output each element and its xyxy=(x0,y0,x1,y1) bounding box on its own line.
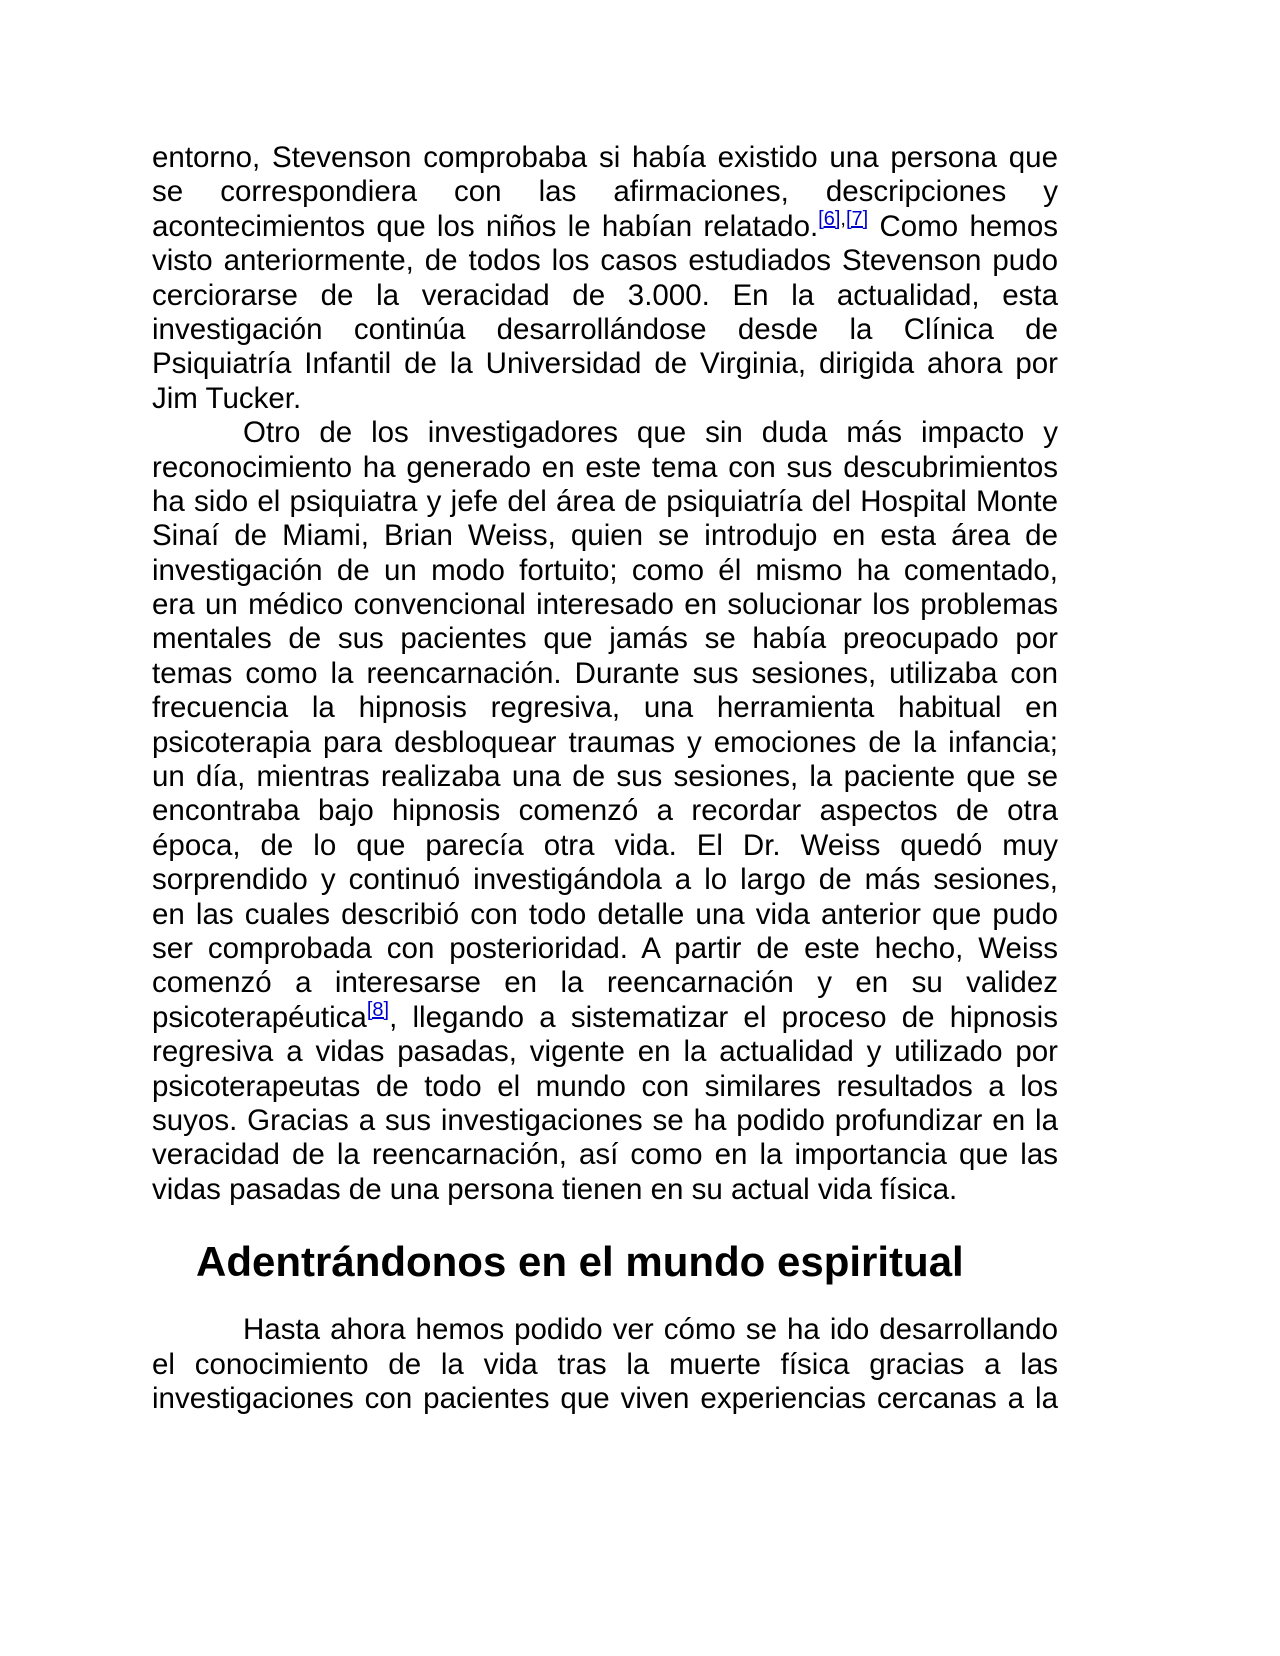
text-line-with-footnote xyxy=(152,998,1058,1035)
text-segment: psicoterapéutica xyxy=(152,1000,367,1034)
text-line: visto anteriormente, de todos los casos estudiados Stevenson pudo xyxy=(152,244,1058,278)
text-line: temas como la reencarnación. Durante sus sesiones, utilizaba con xyxy=(152,656,1058,690)
text-line: un día, mientras realizaba una de sus sesiones, la paciente que se xyxy=(152,760,1058,794)
text-line: el conocimiento de la vida tras la muerte física gracias a las xyxy=(152,1347,1058,1381)
text-line: investigación de un modo fortuito; como él mismo ha comentado, xyxy=(152,553,1058,587)
text-line: se correspondiera con las afirmaciones, descripciones y xyxy=(152,175,1058,209)
text-line: suyos. Gracias a sus investigaciones se ha podido profundizar en la xyxy=(152,1103,1058,1137)
footnote-link-7[interactable]: [7] xyxy=(845,207,869,230)
text-line: psicoterapia para desbloquear traumas y emociones de la infancia; xyxy=(152,725,1058,759)
footnote-refs xyxy=(367,999,389,1021)
text-line: mentales de sus pacientes que jamás se había preocupado por xyxy=(152,622,1058,656)
text-line: psicoterapeutas de todo el mundo con similares resultados a los xyxy=(152,1069,1058,1103)
text-segment: Como hemos xyxy=(868,209,1058,243)
document-page xyxy=(152,141,1058,1416)
text-line-with-footnotes xyxy=(152,207,1058,244)
text-line: investigación continúa desarrollándose desde la Clínica de xyxy=(152,312,1058,346)
text-line: sorprendido y continuó investigándola a lo largo de más sesiones, xyxy=(152,863,1058,897)
text-line: Jim Tucker. xyxy=(152,381,302,415)
text-line: vidas pasadas de una persona tienen en su actual vida física. xyxy=(152,1172,958,1206)
paragraph-spiritual-world-intro xyxy=(152,1313,1058,1416)
text-segment: acontecimientos que los niños le habían relatado. xyxy=(152,209,819,243)
text-line: regresiva a vidas pasadas, vigente en la actualidad y utilizado por xyxy=(152,1035,1058,1069)
text-line: Sinaí de Miami, Brian Weiss, quien se introdujo en esta área de xyxy=(152,519,1058,553)
paragraph-brian-weiss xyxy=(152,416,1058,1207)
text-line: ser comprobada con posterioridad. A partir de este hecho, Weiss xyxy=(152,931,1058,965)
text-line: veracidad de la reencarnación, así como en la importancia que las xyxy=(152,1138,1058,1172)
text-line: época, de lo que parecía otra vida. El Dr. Weiss quedó muy xyxy=(152,828,1058,862)
text-line: comenzó a interesarse en la reencarnación y en su validez xyxy=(152,966,1058,1000)
text-line: ha sido el psiquiatra y jefe del área de psiquiatría del Hospital Monte xyxy=(152,484,1058,518)
text-line: en las cuales describió con todo detalle una vida anterior que pudo xyxy=(152,897,1058,931)
text-line: Otro de los investigadores que sin duda más impacto y xyxy=(243,416,1058,450)
paragraph-stevenson-continuation xyxy=(152,141,1058,416)
text-line: investigaciones con pacientes que viven experiencias cercanas a la xyxy=(152,1381,1058,1415)
text-line: Psiquiatría Infantil de la Universidad de Virginia, dirigida ahora por xyxy=(152,347,1058,381)
text-line: frecuencia la hipnosis regresiva, una herramienta habitual en xyxy=(152,691,1058,725)
section-heading: Adentrándonos en el mundo espiritual xyxy=(196,1238,964,1286)
footnote-link-6[interactable]: [6] xyxy=(818,207,841,230)
text-line: reconocimiento ha generado en este tema con sus descubrimientos xyxy=(152,450,1058,484)
footnote-link-8[interactable]: [8] xyxy=(366,998,390,1021)
text-line: encontraba bajo hipnosis comenzó a recordar aspectos de otra xyxy=(152,794,1058,828)
footnote-separator: , xyxy=(840,207,846,230)
text-line: Hasta ahora hemos podido ver cómo se ha ido desarrollando xyxy=(243,1313,1058,1347)
text-line: entorno, Stevenson comprobaba si había existido una persona que xyxy=(152,141,1058,174)
text-line: era un médico convencional interesado en solucionar los problemas xyxy=(152,588,1058,622)
footnote-refs xyxy=(818,208,868,230)
text-segment: , llegando a sistematizar el proceso de hipnosis xyxy=(389,1000,1058,1034)
text-line: cerciorarse de la veracidad de 3.000. En la actualidad, esta xyxy=(152,278,1058,312)
